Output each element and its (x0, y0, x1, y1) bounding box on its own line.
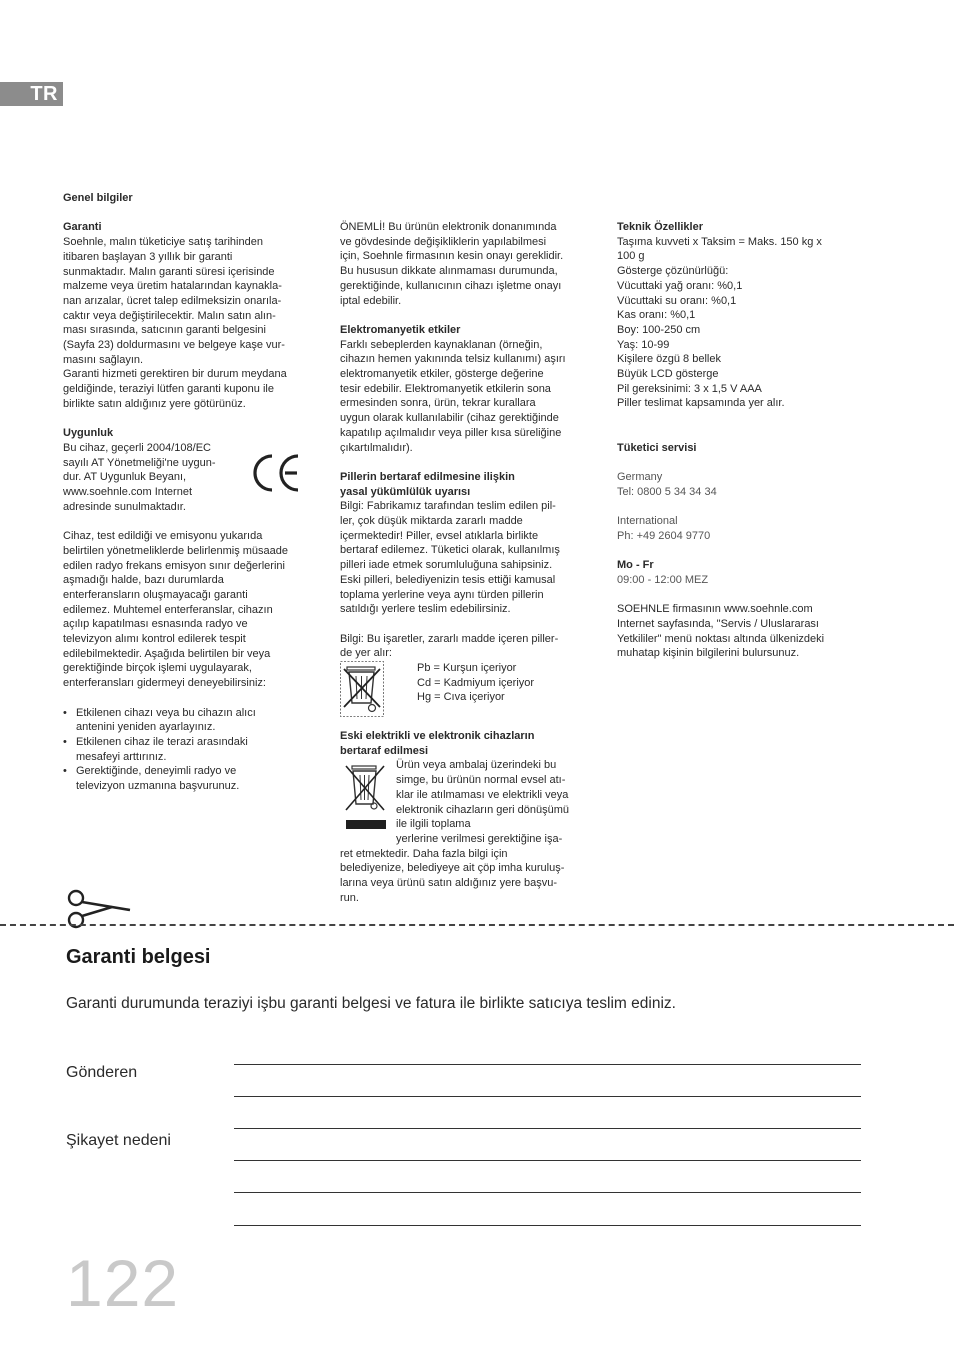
text-line: sayılı AT Yönetmeliği'ne uygun- (63, 456, 216, 469)
crossed-bin-battery-icon (340, 661, 384, 717)
text-line: aşmadığı halde, bazı durumlarda (63, 574, 224, 587)
cut-line (0, 924, 954, 926)
text-line: geldiğinde, teraziyi lütfen garanti kuponu ile (63, 383, 274, 396)
text-line: televizyon uzmanına başvurunuz. (76, 780, 240, 793)
certificate-title: Garanti belgesi (66, 946, 211, 968)
complaint-line-4[interactable] (234, 1225, 861, 1226)
text-line: Boy: 100-250 cm (617, 323, 701, 336)
crossed-wheelie-bin-icon (340, 760, 390, 836)
text-line: ler, çok düşük miktarda zararlı madde (340, 515, 523, 528)
text-line: için, Soehnle firmasının kesin onayı gereklidir. (340, 250, 564, 263)
text-line: belediyenize, belediyeye ait çöp imha kuruluş- (340, 862, 565, 875)
conformity-heading: Uygunluk (63, 427, 114, 440)
page-number: 122 (66, 1246, 180, 1320)
text-line: masını sağlayın. (63, 353, 144, 366)
international-phone: Ph: +49 2604 9770 (617, 529, 711, 542)
text-line: antenini yeniden ayarlayınız. (76, 721, 216, 734)
text-line: belirtilen yönetmeliklerde belirlenmiş müsaade (63, 544, 288, 557)
text-line: • Etkilenen cihaz ile terazi arasındaki (76, 735, 248, 748)
warranty-text (63, 235, 311, 411)
text-line: Ürün veya ambalaj üzerindeki bu (396, 759, 557, 772)
text-line: Bu cihaz, geçerli 2004/108/EC (63, 441, 211, 454)
text-line: 100 g (617, 250, 645, 263)
text-line: Soehnle, malın tüketiciye satış tarihinden (63, 236, 263, 249)
list-item (63, 706, 311, 735)
text-line: kapatılıp açılmalıdır veya piller kısa süreliğine (340, 426, 562, 439)
text-line: Taşıma kuvveti x Taksim = Maks. 150 kg x (617, 235, 822, 248)
text-line: edilemez. Muhtemel enterferanslar, cihazın (63, 603, 273, 616)
text-line: yerlerine verilmesi gerektiğine işa- (396, 832, 563, 845)
em-heading: Elektromanyetik etkiler (340, 323, 461, 336)
remedy-list (63, 706, 311, 794)
text-line: muhatap kişinin bilgilerini bulursunuz. (617, 647, 800, 660)
text-line: ÖNEMLİ! Bu ürünün elektronik donanımında (340, 221, 557, 233)
text-line: Yaş: 10-99 (617, 338, 670, 351)
complaint-line-3[interactable] (234, 1192, 861, 1193)
tech-heading: Teknik Özellikler (617, 221, 704, 233)
text-line: Garanti hizmeti gerektiren bir durum meydana (63, 368, 287, 381)
text-line: ve gövdesinde değişikliklerin yapılabilmesi (340, 235, 547, 248)
text-line: elektromanyetik etkiler, gösterge değerine (340, 368, 544, 381)
text-line: Kas oranı: %0,1 (617, 309, 696, 322)
text-line: • Etkilenen cihazı veya bu cihazın alıcı (76, 706, 256, 719)
text-line: açılıp kapatılması esnasında radyo ve (63, 618, 248, 631)
text-line: SOEHNLE firmasının www.soehnle.com (617, 603, 813, 616)
text-line: de yer alır: (340, 647, 392, 660)
text-line: enterferansları gidermeyi deneyebilirsiniz: (63, 677, 266, 690)
em-text (340, 338, 585, 456)
text-line: Gösterge çözünürlüğü: (617, 265, 729, 278)
complaint-line-2[interactable] (234, 1160, 861, 1161)
text-line: • Gerektiğinde, deneyimli radyo ve (76, 765, 237, 778)
weee-block (340, 758, 585, 846)
text-line: dur. AT Uygunluk Beyanı, (63, 471, 187, 484)
text-line: edilebilmektedir. Aşağıda belirtilen bir veya (63, 647, 271, 660)
certificate-instructions: Garanti durumunda teraziyi işbu garanti belgesi ve fatura ile birlikte satıcıya teslim ediniz. (66, 995, 676, 1012)
text-line: Cd = Kadmiyum içeriyor (417, 676, 535, 689)
complaint-reason-label: Şikayet nedeni (66, 1132, 171, 1149)
text-line: nan arızalar, ücret talep edilmeksizin onarıla- (63, 294, 282, 307)
text-line: Bilgi: Bu işaretler, zararlı madde içeren piller- (340, 632, 559, 645)
text-line: Pb = Kurşun içeriyor (417, 662, 517, 675)
text-line: Vücuttaki yağ oranı: %0,1 (617, 279, 743, 292)
text-line: malzeme veya üretim hatalarından kaynakla- (63, 280, 282, 293)
text-line: Eski pilleri, belediyenizin tesis ettiği kamusal (340, 573, 556, 586)
text-line: klar ile atılmaması ve elektrikli veya (396, 788, 569, 801)
language-tab (0, 82, 63, 106)
web-info (617, 602, 852, 661)
ce-mark-icon (250, 453, 302, 493)
text-line: Internet sayfasında, "Servis / Uluslararası (617, 617, 819, 630)
text-line: gerektiğinde, kullanıcının cihazı işletme onayı (340, 279, 562, 292)
text-line: Bu hususun dikkate alınmaması durumunda, (340, 265, 558, 278)
battery-text (340, 499, 585, 617)
sender-line-1[interactable] (234, 1064, 861, 1065)
column-specs-service (617, 220, 852, 661)
weee-text (340, 847, 585, 906)
warranty-heading: Garanti (63, 221, 102, 234)
hours-heading: Mo - Fr (617, 559, 654, 572)
weee-heading: Eski elektrikli ve elektronik cihazların (340, 730, 535, 743)
text-line: satıldığı yerlere teslim edebilirsiniz. (340, 603, 511, 616)
text-line: (Sayfa 23) doldurmasını ve belgeye kaşe vur- (63, 339, 285, 352)
text-line: Pil gereksinimi: 3 x 1,5 V AAA (617, 382, 762, 395)
text-line: sunmaktadır. Malın garanti süresi içerisinde (63, 265, 275, 278)
text-line: gerektiğinde birçok işlemi uygulayarak, (63, 662, 252, 675)
text-line: enterferansların oluşmayacağı garanti (63, 588, 248, 601)
text-line: birlikte satın aldığınız yere götürünüz. (63, 397, 246, 410)
text-line: bertaraf edilemez. Tüketici olarak, kullanılmış (340, 544, 560, 557)
germany-phone: Tel: 0800 5 34 34 34 (617, 485, 717, 498)
text-line: larına veya ürünü satın aldığınız yere başvu- (340, 877, 558, 890)
complaint-line-1[interactable] (234, 1128, 861, 1129)
text-line: ile ilgili toplama (396, 818, 471, 831)
text-line: caktır veya değiştirilecektir. Malın satın alın- (63, 309, 276, 322)
text-line: toplama yerlerine veya aynı türden pillerin (340, 588, 544, 601)
text-line: Piller teslimat kapsamında yer alır. (617, 397, 785, 410)
column-general-info (63, 191, 311, 794)
text-line: tesir edebilir. Elektromanyetik etkilerin sona (340, 382, 551, 395)
general-heading: Genel bilgiler (63, 192, 133, 204)
service-heading: Tüketici servisi (617, 441, 697, 454)
text-line: Hg = Cıva içeriyor (417, 691, 505, 704)
battery-symbol-row (340, 661, 585, 721)
text-line: run. (340, 891, 359, 904)
battery-heading: Pillerin bertaraf edilmesine ilişkin (340, 470, 515, 483)
service-hours: 09:00 - 12:00 MEZ (617, 573, 709, 586)
text-line: pilleri iade etmek sorumluluğuna sahipsiniz. (340, 559, 553, 572)
battery-heading: yasal yükümlülük uyarısı (340, 485, 471, 498)
metal-contents (417, 661, 534, 705)
text-line: televizyon alımı kontrol edilerek tespit (63, 633, 246, 646)
text-line: Yetkililer" menü noktası altında ülkenizdeki (617, 632, 825, 645)
emc-text (63, 529, 311, 691)
text-line: adresinde sunulmaktadır. (63, 500, 186, 513)
text-line: Büyük LCD gösterge (617, 368, 719, 381)
germany-label: Germany (617, 470, 663, 483)
text-line: Vücuttaki su oranı: %0,1 (617, 294, 737, 307)
text-line: simge, bu ürünün normal evsel atı- (396, 774, 566, 787)
text-line: iptal edebilir. (340, 294, 402, 307)
text-line: Kişilere özgü 8 bellek (617, 353, 721, 366)
text-line: ermesinden sonra, ürün, tekrar kurallara (340, 397, 536, 410)
weee-heading: bertaraf edilmesi (340, 744, 429, 757)
text-line: uygun olarak kullanılabilir (cihaz gerektiğinde (340, 412, 559, 425)
text-line: çıkartılmalıdır). (340, 441, 413, 454)
text-line: Farklı sebeplerden kaynaklanan (örneğin, (340, 338, 543, 351)
text-line: içermektedir! Piller, evsel atıklarla birlikte (340, 529, 539, 542)
column-safety-info (340, 220, 585, 905)
text-line: Cihaz, test edildiği ve emisyonu yukarıda (63, 530, 263, 543)
text-line: Bilgi: Fabrikamız tarafından teslim edilen pil- (340, 500, 556, 513)
important-text (340, 220, 585, 308)
text-line: edilen radyo frekans emisyon sınır değerlerini (63, 559, 285, 572)
language-code: TR (30, 83, 58, 105)
text-line: www.soehnle.com Internet (63, 486, 193, 499)
text-line: ret etmektedir. Daha fazla bilgi için (340, 847, 508, 860)
conformity-block (63, 441, 311, 515)
list-item (63, 735, 311, 764)
international-label: International (617, 515, 678, 527)
text-line: cihazın hemen yakınında telsiz kullanımı) aşırı (340, 353, 566, 366)
text-line: ması sırasında, satıcının garanti belgesini (63, 324, 266, 337)
sender-label: Gönderen (66, 1064, 138, 1081)
text-line: itibaren başlayan 3 yıllık bir garanti (63, 250, 233, 263)
list-item (63, 764, 311, 793)
tech-specs (617, 235, 852, 411)
sender-line-2[interactable] (234, 1096, 861, 1097)
text-line: elektronik cihazların geri dönüşümü (396, 803, 570, 816)
text-line: mesafeyi arttırınız. (76, 750, 167, 763)
